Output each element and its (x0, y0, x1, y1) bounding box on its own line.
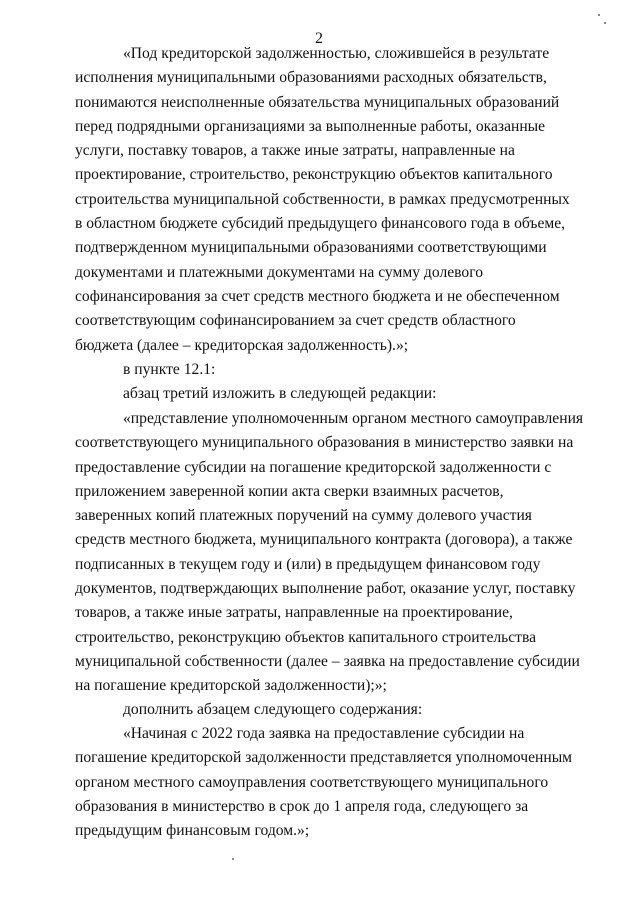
text-line: «представление уполномоченным органом местного самоуправления (123, 410, 584, 427)
text-line: органом местного самоуправления соответствующего муниципального (75, 773, 549, 791)
text-line: предоставление субсидии на погашение кредиторской задолженности с (75, 458, 552, 476)
paragraph-creditor-debt-definition (75, 42, 570, 358)
text-line: предыдущим финансовым годом.»; (75, 822, 310, 840)
text-line: документов, подтверждающих выполнение работ, оказание услуг, поставку (75, 580, 576, 598)
scan-speck (232, 858, 234, 860)
paragraph-clause-12-1 (75, 358, 564, 382)
text-line: строительство, реконструкцию объектов капитального строительства (75, 628, 537, 646)
text-line: соответствующего муниципального образования в министерство заявки на (75, 434, 574, 452)
text-line: дополнить абзацем следующего содержания: (123, 701, 423, 718)
text-line: бюджета (далее – кредиторская задолженность).»; (75, 336, 409, 354)
text-line: в областном бюджете субсидий предыдущего финансового года в объеме, (75, 215, 566, 233)
text-line: товаров, а также иные затраты, направленные на проектирование, (75, 604, 513, 622)
text-line: образования в министерство в срок до 1 апреля года, следующего за (75, 797, 529, 815)
scan-speck (598, 14, 600, 16)
text-line: подтвержденном муниципальными образованиями соответствующими (75, 239, 547, 257)
paragraph-deadline-2022 (75, 722, 573, 843)
paragraph-add-subparagraph (75, 698, 564, 722)
text-line: строительства муниципальной собственности, в рамках предусмотренных (75, 190, 570, 208)
text-line: абзац третий изложить в следующей редакции: (123, 385, 437, 402)
paragraph-third-subparagraph (75, 382, 564, 406)
text-line: подписанных в текущем году и (или) в предыдущем финансовом году (75, 555, 541, 573)
text-line: «Под кредиторской задолженностью, сложившейся в результате (123, 45, 550, 62)
text-line: документами и платежными документами на сумму долевого (75, 263, 484, 281)
text-line: перед подрядными организациями за выполненные работы, оказанные (75, 117, 546, 135)
text-line: услуги, поставку товаров, а также иные затраты, направленные на (75, 142, 515, 160)
text-line: «Начиная с 2022 года заявка на предоставление субсидии на (123, 725, 525, 742)
text-line: исполнения муниципальными образованиями расходных обязательств, (75, 69, 547, 87)
paragraph-application-submission (75, 407, 584, 699)
text-line: муниципальной собственности (далее – заявка на предоставление субсидии (75, 652, 580, 670)
text-line: в пункте 12.1: (123, 361, 216, 378)
text-line: на погашение кредиторской задолженности);»; (75, 677, 387, 695)
text-line: софинансирования за счет средств местного бюджета и не обеспеченном (75, 287, 560, 305)
scan-speck (604, 22, 606, 24)
page-number: 2 (315, 30, 323, 47)
text-line: заверенных копий платежных поручений на сумму долевого участия (75, 507, 532, 525)
text-line: погашение кредиторской задолженности представляется уполномоченным (75, 749, 573, 767)
text-line: соответствующим софинансированием за счет средств областного (75, 312, 516, 330)
text-line: проектирование, строительство, реконструкцию объектов капитального (75, 166, 553, 184)
text-line: средств местного бюджета, муниципального контракта (договора), а также (75, 531, 573, 549)
text-line: понимаются неисполненные обязательства муниципальных образований (75, 93, 560, 111)
text-line: приложением заверенной копии акта сверки взаимных расчетов, (75, 482, 504, 500)
